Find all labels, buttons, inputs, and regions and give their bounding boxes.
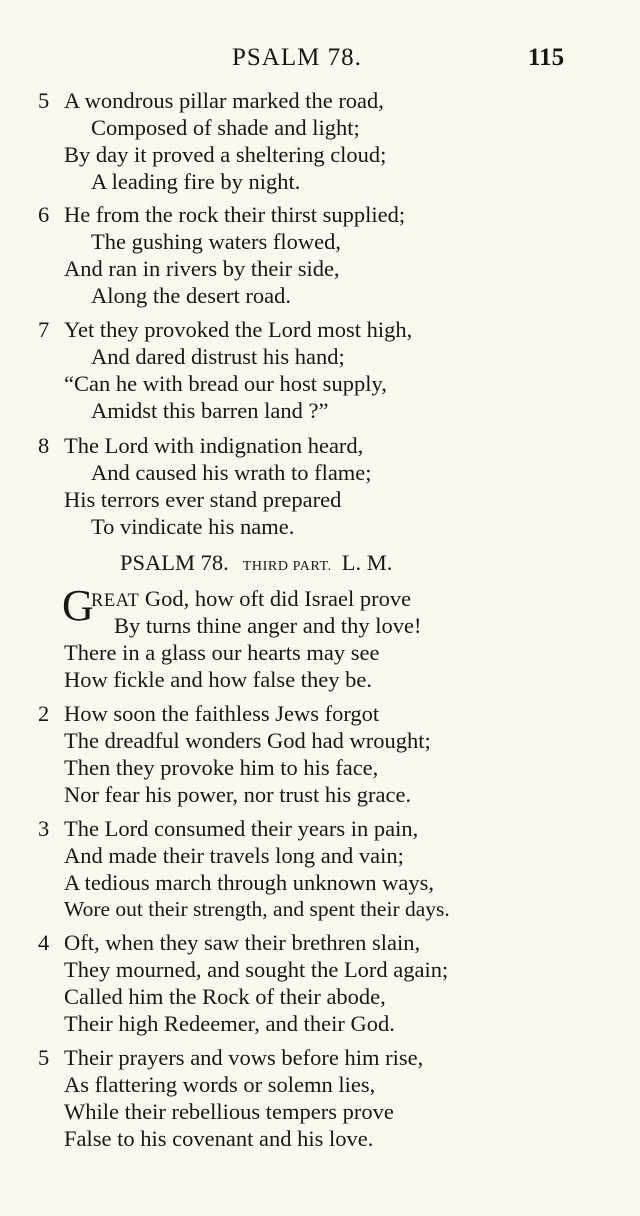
verse-text: A wondrous pillar marked the road, <box>64 88 384 113</box>
verse-text: As flattering words or solemn lies, <box>64 1072 376 1097</box>
verse-text: Wore out their strength, and spent their days. <box>64 897 450 921</box>
verse-text: Composed of shade and light; <box>91 115 360 140</box>
verse-text: Amidst this barren land ?” <box>91 398 329 423</box>
verse-text: Oft, when they saw their brethren slain, <box>64 930 421 955</box>
stanza-number: 3 <box>38 816 50 841</box>
verse-text: “Can he with bread our host supply, <box>64 371 387 396</box>
page-number: 115 <box>528 44 565 71</box>
section-meter: L. M. <box>341 550 393 575</box>
running-header <box>0 44 640 76</box>
verse-text: Their high Redeemer, and their God. <box>64 1011 395 1036</box>
verse-text: Their prayers and vows before him rise, <box>64 1045 424 1070</box>
verse-text: Along the desert road. <box>91 283 291 308</box>
first-line-rest: God, how oft did Israel prove <box>139 586 412 611</box>
verse-text: False to his covenant and his love. <box>64 1126 374 1151</box>
verse-text: Nor fear his power, nor trust his grace. <box>64 782 412 807</box>
verse-text: By turns thine anger and thy love! <box>114 613 422 638</box>
stanza-number: 8 <box>38 433 50 458</box>
verse-text: Then they provoke him to his face, <box>64 755 379 780</box>
verse-text: And ran in rivers by their side, <box>64 256 340 281</box>
stanza-number: 4 <box>38 930 50 955</box>
verse-text: While their rebellious tempers prove <box>64 1099 394 1124</box>
verse-text: By day it proved a sheltering cloud; <box>64 142 387 167</box>
section-part: THIRD PART. <box>242 559 332 574</box>
verse-text: And caused his wrath to flame; <box>91 460 372 485</box>
page-title: PSALM 78. <box>232 44 362 71</box>
section-title: PSALM 78. <box>120 550 229 575</box>
stanza-number: 5 <box>38 1045 50 1070</box>
verse-text: And made their travels long and vain; <box>64 843 404 868</box>
section-heading <box>120 550 392 580</box>
verse-text: The Lord with indignation heard, <box>64 433 364 458</box>
stanza-number: 5 <box>38 88 50 113</box>
verse-text: How fickle and how false they be. <box>64 667 373 692</box>
verse-text: His terrors ever stand prepared <box>64 487 342 512</box>
verse-text: A tedious march through unknown ways, <box>64 870 434 895</box>
stanza-number: 7 <box>38 317 50 342</box>
verse-text: Called him the Rock of their abode, <box>64 984 386 1009</box>
drop-cap: G <box>62 581 94 630</box>
verse-text: To vindicate his name. <box>91 514 295 539</box>
verse-text: The Lord consumed their years in pain, <box>64 816 419 841</box>
verse-text <box>91 585 411 615</box>
verse-text: Yet they provoked the Lord most high, <box>64 317 413 342</box>
verse-text: The dreadful wonders God had wrought; <box>64 728 431 753</box>
verse-text: There in a glass our hearts may see <box>64 640 380 665</box>
verse-text: A leading fire by night. <box>91 169 301 194</box>
verse-text: They mourned, and sought the Lord again; <box>64 957 449 982</box>
verse-text: How soon the faithless Jews forgot <box>64 701 380 726</box>
stanza-number: 2 <box>38 701 50 726</box>
stanza-number: 6 <box>38 202 50 227</box>
verse-text: He from the rock their thirst supplied; <box>64 202 406 227</box>
verse-text: The gushing waters flowed, <box>91 229 341 254</box>
verse-text: And dared distrust his hand; <box>91 344 345 369</box>
first-word-caps: REAT <box>91 591 140 611</box>
